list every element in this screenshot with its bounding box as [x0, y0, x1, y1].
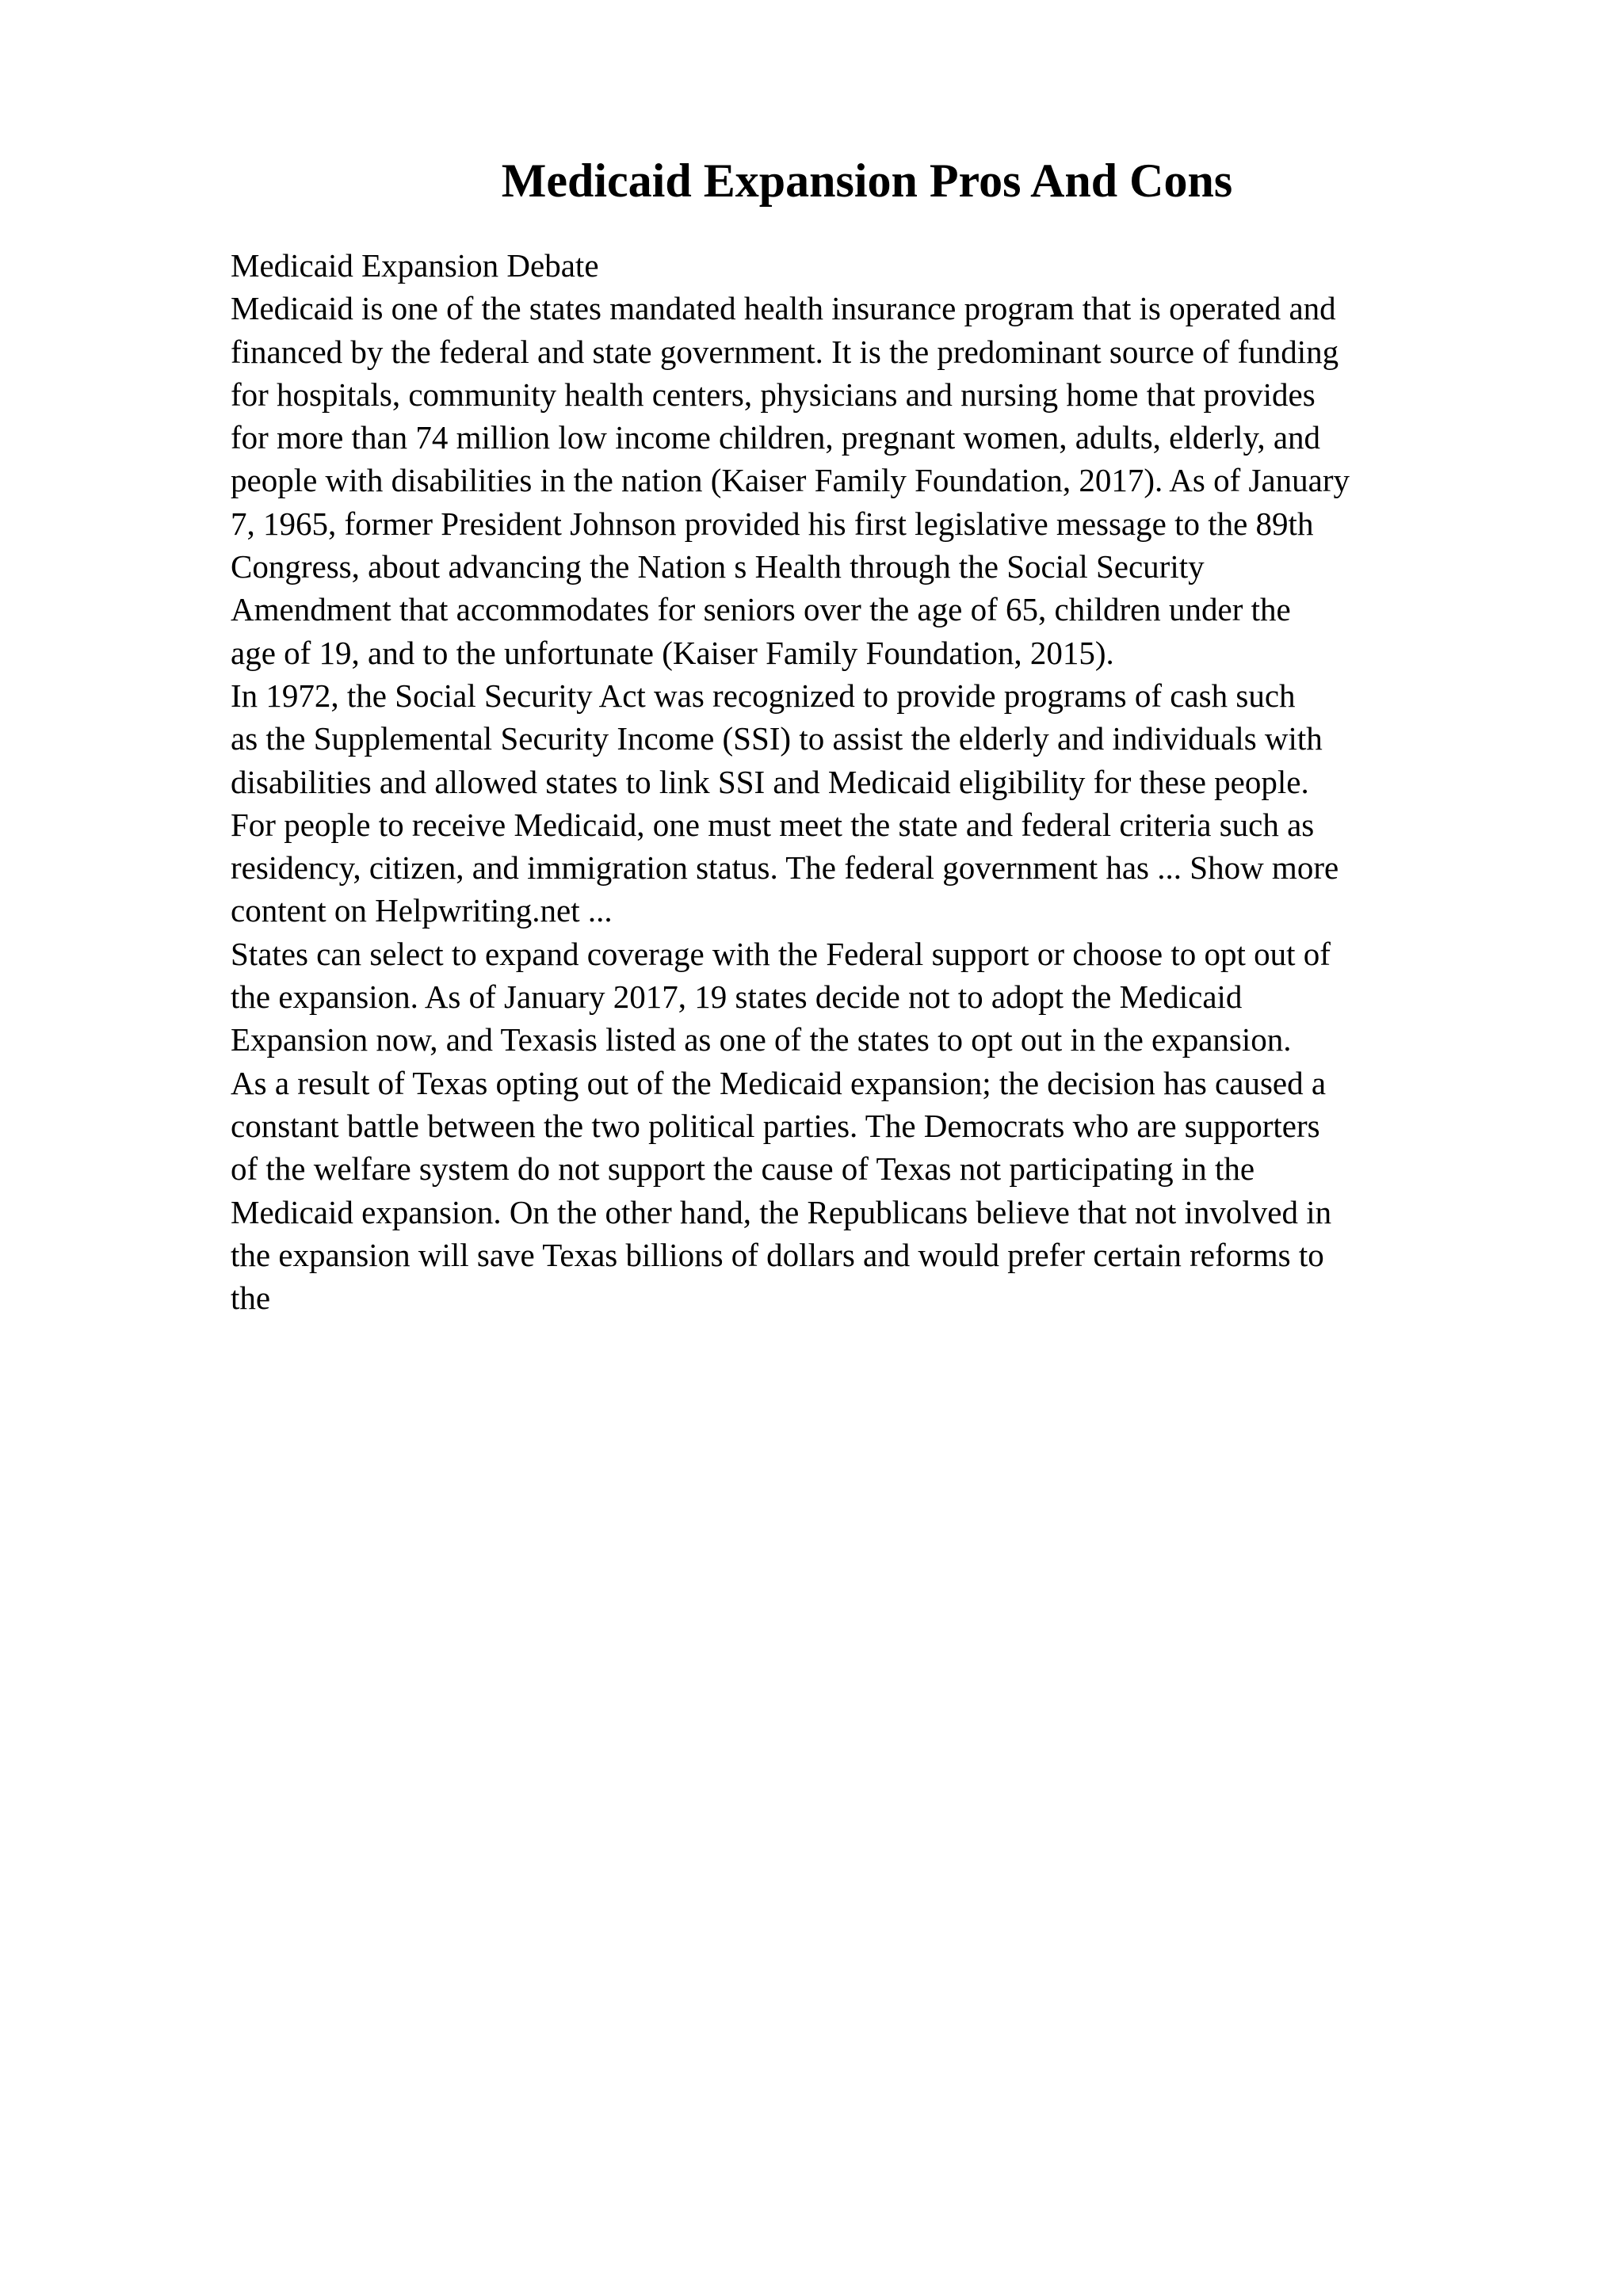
text-line: Medicaid is one of the states mandated health insurance program that is operated and — [231, 290, 1336, 327]
text-line: For people to receive Medicaid, one must meet the state and federal criteria such as — [231, 806, 1315, 843]
text-line: the — [231, 1280, 271, 1317]
text-line: for more than 74 million low income children, pregnant women, adults, elderly, and — [231, 419, 1321, 456]
document-body — [231, 244, 1530, 1319]
text-line: As a result of Texas opting out of the Medicaid expansion; the decision has caused a — [231, 1064, 1327, 1101]
text-line: residency, citizen, and immigration status. The federal government has ... Show more — [231, 849, 1339, 887]
text-line: Expansion now, and Texasis listed as one of the states to opt out in the expansion. — [231, 1021, 1292, 1058]
text-line: the expansion will save Texas billions of dollars and would prefer certain reforms to — [231, 1236, 1324, 1273]
text-line: Medicaid expansion. On the other hand, the Republicans believe that not involved in — [231, 1193, 1332, 1230]
text-line: for hospitals, community health centers, physicians and nursing home that provides — [231, 376, 1316, 413]
text-line: Medicaid Expansion Debate — [231, 247, 599, 284]
text-line: financed by the federal and state government. It is the predominant source of funding — [231, 333, 1339, 370]
text-line: the expansion. As of January 2017, 19 states decide not to adopt the Medicaid — [231, 978, 1243, 1016]
text-line: people with disabilities in the nation (Kaiser Family Foundation, 2017). As of January — [231, 462, 1350, 499]
text-line: Amendment that accommodates for seniors over the age of 65, children under the — [231, 591, 1291, 628]
text-line: Congress, about advancing the Nation s Health through the Social Security — [231, 548, 1205, 585]
text-line: content on Helpwriting.net ... — [231, 892, 613, 929]
text-line: In 1972, the Social Security Act was recognized to provide programs of cash such — [231, 677, 1296, 714]
text-line: States can select to expand coverage with the Federal support or choose to opt out of — [231, 935, 1331, 972]
text-line: constant battle between the two political parties. The Democrats who are supporters — [231, 1107, 1320, 1144]
text-line: 7, 1965, former President Johnson provided his first legislative message to the 89th — [231, 505, 1314, 542]
page-title: Medicaid Expansion Pros And Cons — [501, 154, 1233, 207]
text-line: disabilities and allowed states to link SSI and Medicaid eligibility for these people. — [231, 763, 1309, 800]
text-line: age of 19, and to the unfortunate (Kaiser Family Foundation, 2015). — [231, 634, 1114, 671]
text-line: as the Supplemental Security Income (SSI) to assist the elderly and individuals with — [231, 720, 1323, 757]
text-line: of the welfare system do not support the cause of Texas not participating in the — [231, 1150, 1255, 1188]
